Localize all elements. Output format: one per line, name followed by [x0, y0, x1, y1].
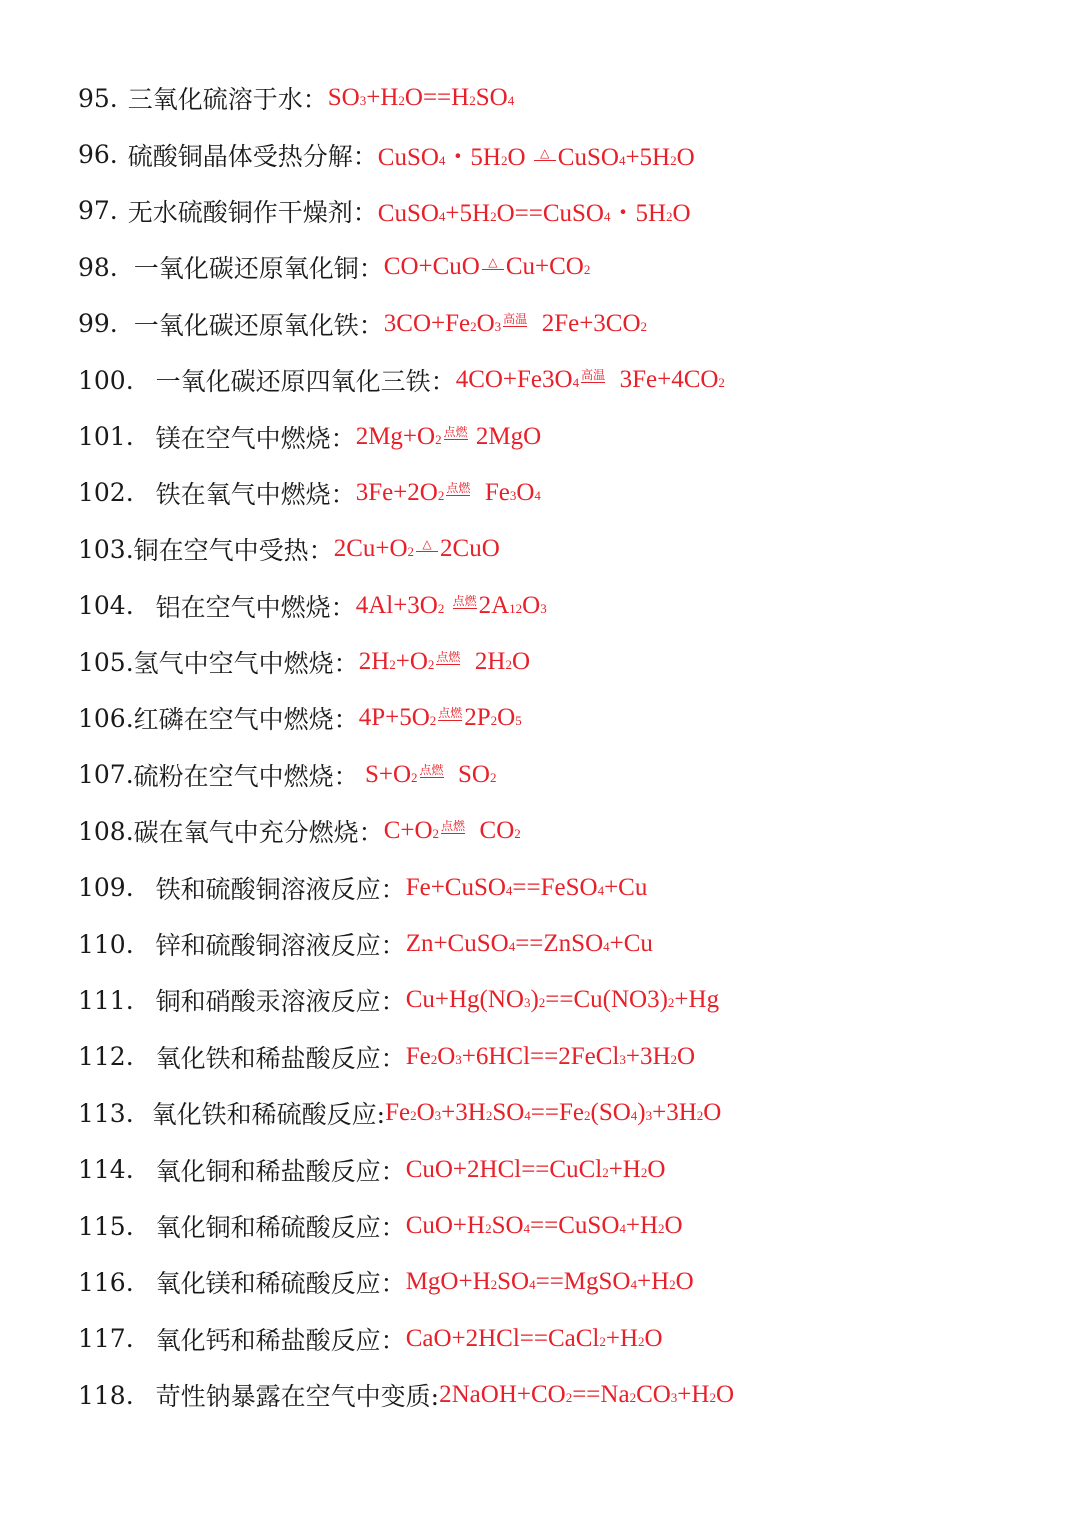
chemical-equation: 2NaOH+CO 2 ==Na 2 CO 3 +H 2 O: [439, 1381, 735, 1409]
equation-row: [78, 1311, 1058, 1367]
condition-text: △: [488, 255, 498, 270]
reaction-label: 铁在氧气中燃烧：: [155, 479, 356, 509]
reaction-label: 氧化铁和稀盐酸反应：: [155, 1043, 406, 1073]
equation-row: [78, 1029, 1058, 1085]
condition-line: [446, 495, 470, 496]
condition-line: [581, 382, 605, 383]
chemical-equation: 3CO+Fe 2 O 3 高温 2Fe+3CO 2: [383, 309, 648, 337]
equation-row: [78, 803, 1058, 859]
item-number: 98.: [78, 252, 118, 282]
reaction-condition: [503, 313, 527, 327]
chemical-equation: Zn+CuSO 4 ==ZnSO 4 +Cu: [405, 930, 653, 958]
item-number: 107.: [78, 760, 134, 790]
condition-line: [416, 551, 438, 552]
equation-row: [78, 239, 1058, 295]
reaction-label: 无水硫酸铜作干燥剂：: [127, 197, 378, 227]
item-number: 110.: [78, 929, 134, 959]
reaction-condition: [453, 595, 477, 609]
chemical-equation: S+O 2 点燃 SO 2: [358, 760, 497, 788]
chemical-equation: MgO+H 2 SO 4 ==MgSO 4 +H 2 O: [405, 1268, 694, 1296]
item-number: 114.: [78, 1155, 134, 1185]
chemical-equation: 4CO+Fe3O 4 高温 3Fe+4CO 2: [455, 366, 725, 394]
condition-text: △: [422, 537, 432, 552]
equation-row: [78, 747, 1058, 803]
chemical-equation: SO 3 +H 2 O==H 2 SO 4: [327, 84, 515, 112]
equation-row: [78, 972, 1058, 1028]
equation-row: [78, 521, 1058, 577]
item-number: 100.: [78, 365, 134, 395]
equation-row: [78, 1085, 1058, 1141]
reaction-label: 硫酸铜晶体受热分解：: [127, 141, 378, 171]
condition-line: [436, 664, 460, 665]
reaction-label: 一氧化碳还原氧化铜：: [133, 254, 384, 284]
chemical-equation: C+O 2 点燃 CO 2: [383, 817, 521, 845]
reaction-condition: [441, 820, 465, 834]
item-number: 96.: [78, 140, 118, 170]
equation-row: [78, 1141, 1058, 1197]
condition-line: [453, 608, 477, 609]
reaction-condition: [420, 764, 444, 778]
reaction-label: 铜和硝酸汞溶液反应：: [155, 987, 406, 1017]
reaction-label: 氧化铁和稀硫酸反应:: [151, 1100, 386, 1130]
chemical-equation: 2Mg+O 2 点燃 2MgO: [355, 422, 542, 450]
equation-row: [78, 1254, 1058, 1310]
equation-row: [78, 126, 1058, 182]
chemical-equation: Cu+Hg(NO 3 ) 2 ==Cu(NO3) 2 +Hg: [405, 986, 720, 1014]
chemical-equation: 3Fe+2O 2 点燃 Fe 3 O 4: [355, 478, 541, 506]
equation-row: [78, 1367, 1058, 1423]
chemical-equation: Fe+CuSO 4 ==FeSO 4 +Cu: [405, 873, 648, 901]
condition-text: 点燃: [452, 593, 477, 608]
condition-line: [420, 777, 444, 778]
equation-row: [78, 70, 1058, 126]
item-number: 106.: [78, 703, 134, 733]
chemical-equation: 2Cu+O 2 △ 2CuO: [333, 535, 500, 563]
equation-list: [78, 70, 1058, 1423]
reaction-label: 铝在空气中燃烧：: [155, 592, 356, 622]
reaction-condition: [416, 538, 438, 552]
equation-row: [78, 352, 1058, 408]
reaction-label: 苛性钠暴露在空气中变质:: [155, 1382, 440, 1412]
reaction-label: 铁和硫酸铜溶液反应：: [155, 874, 406, 904]
item-number: 99.: [78, 309, 118, 339]
reaction-condition: [446, 482, 470, 496]
item-number: 109.: [78, 873, 134, 903]
condition-text: 点燃: [436, 650, 461, 665]
chemical-equation: CaO+2HCl==CaCl 2 +H 2 O: [405, 1324, 663, 1352]
equation-row: [78, 690, 1058, 746]
condition-line: [444, 439, 468, 440]
condition-text: 点燃: [438, 706, 463, 721]
item-number: 115.: [78, 1211, 134, 1241]
condition-line: [438, 720, 462, 721]
chemical-equation: 4P+5O 2 点燃 2P 2 O 5: [358, 704, 522, 732]
chemical-equation: CuSO 4 ・5H 2 O △ CuSO 4 +5H 2 O: [377, 143, 695, 171]
condition-line: [482, 269, 504, 270]
condition-text: 点燃: [446, 480, 471, 495]
item-number: 95.: [78, 83, 118, 113]
reaction-label: 镁在空气中燃烧：: [155, 423, 356, 453]
item-number: 113.: [78, 1098, 134, 1128]
reaction-label: 三氧化硫溶于水：: [127, 85, 328, 115]
item-number: 116.: [78, 1267, 134, 1297]
reaction-condition: [438, 707, 462, 721]
reaction-label: 氢气中空气中燃烧：: [133, 649, 359, 679]
condition-line: [503, 326, 527, 327]
item-number: 97.: [78, 196, 118, 226]
chemical-equation: CO+CuO △ Cu+CO 2: [383, 253, 591, 281]
equation-row: [78, 578, 1058, 634]
reaction-label: 氧化铜和稀硫酸反应：: [155, 1213, 406, 1242]
item-number: 111.: [78, 985, 134, 1015]
reaction-label: 氧化镁和稀硫酸反应：: [155, 1269, 406, 1299]
condition-text: △: [540, 145, 550, 160]
item-number: 105.: [78, 647, 134, 677]
reaction-condition: [436, 651, 460, 665]
equation-row: [78, 916, 1058, 972]
equation-row: [78, 1198, 1058, 1254]
chemical-equation: 4Al+3O 2 点燃 2A 12 O 3: [355, 591, 547, 619]
chemical-equation: 2H 2 +O 2 点燃 2H 2 O: [358, 648, 531, 676]
equation-row: [78, 859, 1058, 915]
reaction-label: 一氧化碳还原氧化铁：: [133, 310, 384, 340]
reaction-condition: [581, 369, 605, 383]
equation-row: [78, 296, 1058, 352]
item-number: 102.: [78, 478, 134, 508]
reaction-label: 碳在氧气中充分燃烧：: [133, 818, 384, 848]
equation-row: [78, 408, 1058, 464]
chemical-equation: Fe 2 O 3 +3H 2 SO 4 ==Fe 2 (SO 4 ) 3 +3H 2 O: [385, 1099, 722, 1127]
reaction-label: 红磷在空气中燃烧：: [133, 705, 359, 735]
item-number: 103.: [78, 534, 134, 564]
item-number: 101.: [78, 422, 134, 452]
condition-text: 点燃: [419, 762, 444, 777]
condition-line: [441, 833, 465, 834]
item-number: 104.: [78, 591, 134, 621]
item-number: 108.: [78, 816, 134, 846]
equation-row: [78, 465, 1058, 521]
chemical-equation: CuO+H 2 SO 4 ==CuSO 4 +H 2 O: [405, 1212, 683, 1239]
condition-text: 高温: [503, 311, 528, 326]
reaction-label: 氧化钙和稀盐酸反应：: [155, 1325, 406, 1355]
reaction-label: 硫粉在空气中燃烧：: [133, 761, 359, 791]
reaction-label: 铜在空气中受热：: [133, 536, 334, 566]
reaction-condition: [444, 426, 468, 440]
item-number: 112.: [78, 1042, 134, 1072]
reaction-label: 一氧化碳还原四氧化三铁：: [155, 367, 456, 397]
condition-text: 高温: [581, 368, 606, 383]
equation-row: [78, 183, 1058, 239]
chemical-equation: Fe 2 O 3 +6HCl==2FeCl 3 +3H 2 O: [405, 1042, 696, 1070]
equation-row: [78, 634, 1058, 690]
reaction-label: 锌和硫酸铜溶液反应：: [155, 931, 406, 961]
item-number: 118.: [78, 1380, 134, 1410]
condition-text: 点燃: [441, 819, 466, 834]
item-number: 117.: [78, 1324, 134, 1354]
reaction-condition: [534, 147, 556, 161]
chemical-equation: CuO+2HCl==CuCl 2 +H 2 O: [405, 1155, 666, 1183]
reaction-label: 氧化铜和稀盐酸反应：: [155, 1156, 406, 1186]
reaction-condition: [482, 256, 504, 270]
condition-text: 点燃: [443, 424, 468, 439]
condition-line: [534, 160, 556, 161]
chemical-equation: CuSO 4 +5H 2 O==CuSO 4 ・5H 2 O: [377, 199, 691, 227]
